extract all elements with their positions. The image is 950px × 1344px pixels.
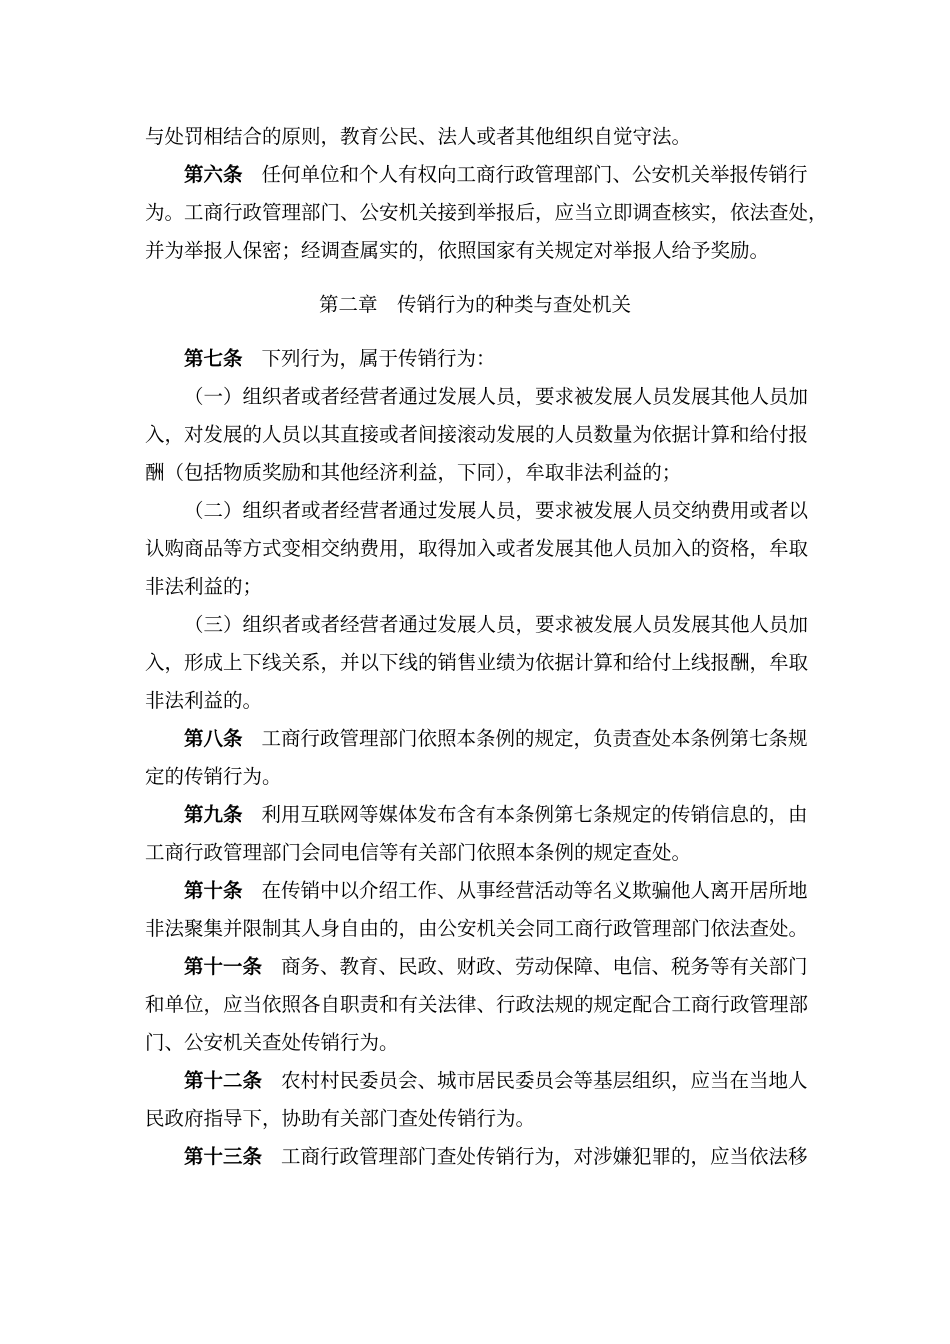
- article-8-heading: 第八条: [184, 727, 243, 750]
- article-12-line: [145, 1062, 808, 1100]
- text-line: （一）组织者或者经营者通过发展人员，要求被发展人员发展其他人员加: [184, 385, 809, 408]
- article-12-heading: 第十二条: [184, 1069, 263, 1092]
- text-line: 在传销中以介绍工作、从事经营活动等名义欺骗他人离开居所地: [261, 879, 808, 902]
- article-7-heading: 第七条: [184, 347, 243, 370]
- text-line: 非法聚集并限制其人身自由的，由公安机关会同工商行政管理部门依法查处。: [145, 917, 809, 940]
- text-line: 非法利益的。: [145, 689, 263, 712]
- article-13-heading: 第十三条: [184, 1145, 263, 1168]
- text-line: 酬（包括物质奖励和其他经济利益，下同），牟取非法利益的；: [145, 461, 682, 484]
- text-line: 和单位，应当依照各自职责和有关法律、行政法规的规定配合工商行政管理部: [145, 993, 809, 1016]
- text-line: 下列行为，属于传销行为：: [261, 347, 496, 370]
- article-11-line: [145, 948, 808, 986]
- text-line: 工商行政管理部门会同电信等有关部门依照本条例的规定查处。: [145, 841, 692, 864]
- text-line: 与处罚相结合的原则，教育公民、法人或者其他组织自觉守法。: [145, 125, 692, 148]
- text-line: 农村村民委员会、城市居民委员会等基层组织，应当在当地人: [281, 1069, 808, 1092]
- article-8-line: [145, 720, 808, 758]
- text-line: 入，对发展的人员以其直接或者间接滚动发展的人员数量为依据计算和给付报: [145, 423, 809, 446]
- text-line: 利用互联网等媒体发布含有本条例第七条规定的传销信息的，由: [261, 803, 808, 826]
- article-10-line: [145, 872, 808, 910]
- text-line: 任何单位和个人有权向工商行政管理部门、公安机关举报传销行: [261, 163, 808, 186]
- article-13-line: [145, 1138, 808, 1176]
- text-line: 工商行政管理部门查处传销行为，对涉嫌犯罪的，应当依法移: [281, 1145, 808, 1168]
- document-body: [145, 118, 828, 1176]
- article-7-line: [145, 340, 805, 378]
- article-10-heading: 第十条: [184, 879, 243, 902]
- text-line: （三）组织者或者经营者通过发展人员，要求被发展人员发展其他人员加: [184, 613, 809, 636]
- text-line: 并为举报人保密；经调查属实的，依照国家有关规定对举报人给予奖励。: [145, 239, 770, 262]
- text-line: 为。工商行政管理部门、公安机关接到举报后，应当立即调查核实，依法查处，: [145, 201, 828, 224]
- text-line: 定的传销行为。: [145, 765, 282, 788]
- text-line: 工商行政管理部门依照本条例的规定，负责查处本条例第七条规: [261, 727, 808, 750]
- article-6-heading: 第六条: [184, 163, 243, 186]
- article-6-line: [145, 156, 808, 194]
- text-line: （二）组织者或者经营者通过发展人员，要求被发展人员交纳费用或者以: [184, 499, 809, 522]
- chapter-heading: 第二章 传销行为的种类与查处机关: [318, 293, 631, 316]
- text-line: 认购商品等方式变相交纳费用，取得加入或者发展其他人员加入的资格，牟取: [145, 537, 809, 560]
- text-line: 民政府指导下，协助有关部门查处传销行为。: [145, 1107, 536, 1130]
- article-9-heading: 第九条: [184, 803, 243, 826]
- text-line: 非法利益的；: [145, 575, 263, 598]
- article-9-line: [145, 796, 808, 834]
- text-line: 入，形成上下线关系，并以下线的销售业绩为依据计算和给付上线报酬，牟取: [145, 651, 809, 674]
- text-line: 门、公安机关查处传销行为。: [145, 1031, 399, 1054]
- text-line: 商务、教育、民政、财政、劳动保障、电信、税务等有关部门: [281, 955, 808, 978]
- article-11-heading: 第十一条: [184, 955, 263, 978]
